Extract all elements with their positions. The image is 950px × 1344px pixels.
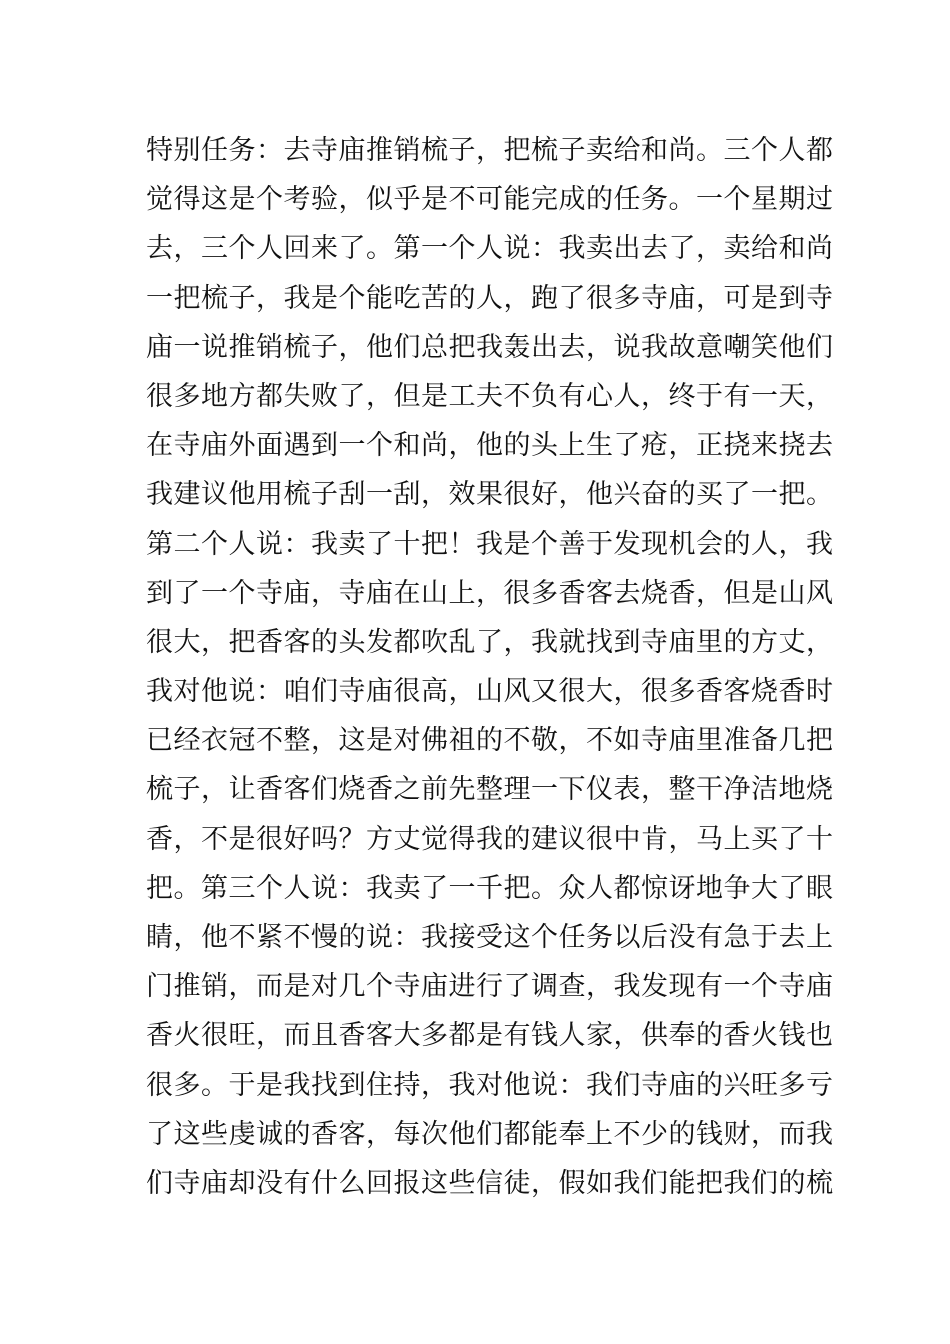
text-line: 去，三个人回来了。第一个人说：我卖出去了，卖给和尚	[146, 233, 834, 265]
text-line: 我建议他用梳子刮一刮，效果很好，他兴奋的买了一把。	[146, 479, 834, 511]
text-line: 特别任务：去寺庙推销梳子，把梳子卖给和尚。三个人都	[146, 135, 834, 166]
text-line: 门推销，而是对几个寺庙进行了调查，我发现有一个寺庙	[146, 971, 834, 1003]
text-line: 们寺庙却没有什么回报这些信徒，假如我们能把我们的梳	[146, 1167, 834, 1199]
text-line: 庙一说推销梳子，他们总把我轰出去，说我故意嘲笑他们	[146, 331, 834, 363]
text-line: 第二个人说：我卖了十把！我是个善于发现机会的人，我	[146, 528, 834, 560]
text-line: 一把梳子，我是个能吃苦的人，跑了很多寺庙，可是到寺	[146, 282, 834, 314]
text-line: 很多地方都失败了，但是工夫不负有心人，终于有一天，	[146, 380, 834, 412]
text-line: 香火很旺，而且香客大多都是有钱人家，供奉的香火钱也	[146, 1020, 834, 1052]
text-line: 已经衣冠不整，这是对佛祖的不敬，不如寺庙里准备几把	[146, 725, 834, 757]
text-line: 到了一个寺庙，寺庙在山上，很多香客去烧香，但是山风	[146, 577, 834, 609]
text-line: 在寺庙外面遇到一个和尚，他的头上生了疮，正挠来挠去	[146, 430, 834, 462]
text-line: 我对他说：咱们寺庙很高，山风又很大，很多香客烧香时	[146, 676, 834, 708]
body-text	[146, 126, 834, 1208]
text-line: 很大，把香客的头发都吹乱了，我就找到寺庙里的方丈，	[146, 626, 834, 658]
text-line: 把。第三个人说：我卖了一千把。众人都惊讶地争大了眼	[146, 872, 834, 904]
text-line: 觉得这是个考验，似乎是不可能完成的任务。一个星期过	[146, 184, 834, 216]
text-line: 梳子，让香客们烧香之前先整理一下仪表，整干净洁地烧	[146, 774, 834, 806]
text-line: 香，不是很好吗？方丈觉得我的建议很中肯，马上买了十	[146, 823, 834, 855]
text-line: 很多。于是我找到住持，我对他说：我们寺庙的兴旺多亏	[146, 1069, 834, 1101]
text-line: 睛，他不紧不慢的说：我接受这个任务以后没有急于去上	[146, 922, 834, 953]
text-line: 了这些虔诚的香客，每次他们都能奉上不少的钱财，而我	[146, 1118, 834, 1150]
